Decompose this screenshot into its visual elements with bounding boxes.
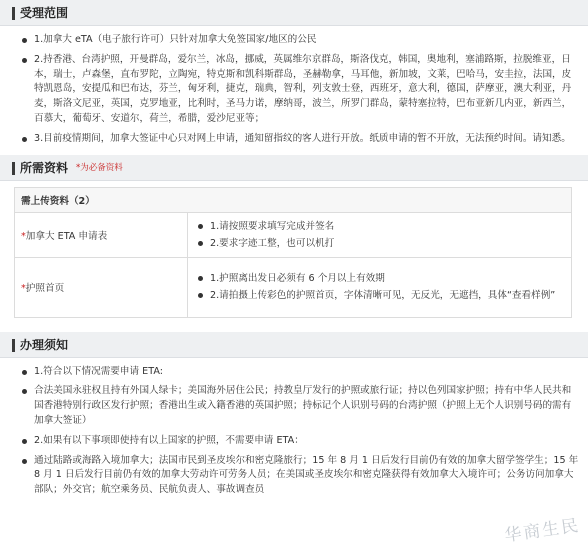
scope-item: 3.目前疫情期间，加拿大签证中心只对网上申请，通知留指纹的客人进行开放。纸质申请的暂不开放，无法预约时间。请知悉。 <box>20 132 580 147</box>
notice-list <box>0 358 588 498</box>
notice-item: 合法美国永驻权且持有外国人绿卡；美国海外居住公民；持教皇厅发行的护照或旅行证；持以色列国家护照；持有中华人民共和国香港特别行政区发行护照；香港出生或入籍香港的英国护照；持标记个人识别号码的台湾护照（护照上无个人识别号码的需有加拿大签证） <box>20 384 580 428</box>
material-requirements-cell <box>188 212 572 257</box>
material-name-cell <box>15 257 188 317</box>
scope-title: 受理范围 <box>20 6 69 20</box>
table-header-row <box>15 187 572 212</box>
requirement-item: 2.请拍摄上传彩色的护照首页，字体清晰可见，无反光，无遮挡，具体“查看样例” <box>196 288 563 303</box>
notice-item: 1.符合以下情况需要申请 ETA: <box>20 365 580 380</box>
materials-section-header <box>0 155 588 181</box>
scope-list <box>0 26 588 147</box>
requirement-item: 1.请按照要求填写完成并签名 <box>196 219 563 234</box>
scope-item: 2.持香港、台湾护照，开曼群岛，爱尔兰，冰岛，挪威，英属维尔京群岛，斯洛伐克，韩国，奥地利，塞浦路斯，拉脱维亚，日本，瑞士，卢森堡，直布罗陀，立陶宛，特克斯和凯科斯群岛，圣赫勒拿，马耳他，新加坡，文莱，巴哈马，安圭拉，法国，皮特凯恩岛，安提瓜和巴布达，芬兰，匈牙利，捷克，瑞典，智利，列支敦士登，西班牙，意大利，德国，萨摩亚，澳大利亚，丹麦，斯洛文尼亚，英国，克罗地亚，比利时，圣马力诺，摩纳哥，波兰，所罗门群岛，蒙特塞拉特，巴布亚新几内亚，新西兰，百慕大，葡萄牙、安道尔，荷兰，希腊，爱沙尼亚等； <box>20 53 580 127</box>
watermark: 华商生民 <box>503 515 582 547</box>
materials-table <box>14 187 572 318</box>
materials-required-note: *为必备资料 <box>76 163 123 174</box>
materials-table-area <box>0 181 588 318</box>
materials-title: 所需资料 <box>20 160 69 175</box>
notice-item: 通过陆路或海路入境加拿大；法国市民到圣皮埃尔和密克隆旅行；15 年 8 月 1 日后发行目前仍有效的加拿大留学签学生；15 年 8 月 1 日后发行目前仍有效的加拿大劳动许可劳务人员；在美国或圣皮埃尔和密克隆获得有效加拿大入境许可；公务访问加拿大部队；外交官；航空乘务员、民航负责人、事故调查员 <box>20 454 580 498</box>
notice-section-header <box>0 332 588 358</box>
requirement-item: 2.要求字迹工整，也可以机打 <box>196 236 563 251</box>
scope-section-header <box>0 0 588 26</box>
material-name-cell <box>15 212 188 257</box>
table-row <box>15 257 572 317</box>
table-row <box>15 212 572 257</box>
notice-title: 办理须知 <box>20 337 69 352</box>
required-mark: * <box>21 230 26 242</box>
scope-item: 1.加拿大 eTA（电子旅行许可）只针对加拿大免签国家/地区的公民 <box>20 33 580 48</box>
notice-item: 2.如果有以下事项即使持有以上国家的护照，不需要申请 ETA： <box>20 434 580 449</box>
requirement-item: 1.护照离出发日必须有 6 个月以上有效期 <box>196 271 563 286</box>
material-name: 护照首页 <box>25 283 65 295</box>
material-requirements-cell <box>188 257 572 317</box>
required-mark: * <box>21 283 26 295</box>
material-name: 加拿大 ETA 申请表 <box>25 230 108 242</box>
table-header: 需上传资料（2） <box>15 187 572 212</box>
